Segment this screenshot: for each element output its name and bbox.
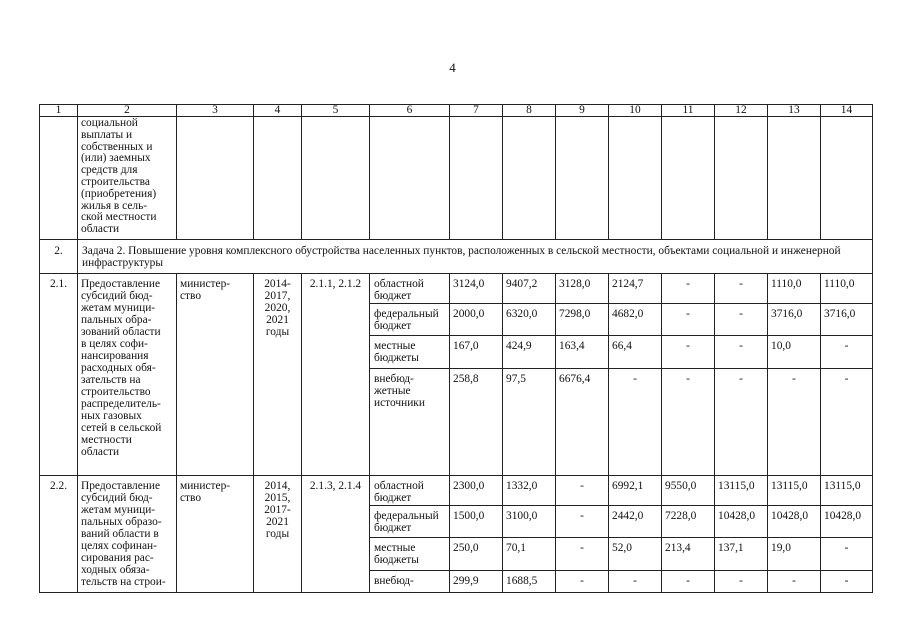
item-description: Предоставление субсидий бюд- жетам муници- пальных обра- зований области в целях софи- нансирования расходных обя- зательств на строительство распределитель- ных газовых сетей в сельской местности области: [78, 274, 177, 476]
value-cell: 250,0: [450, 538, 503, 571]
value-cell: 3100,0: [503, 506, 556, 538]
item-executor: министер- ство: [177, 274, 254, 476]
value-cell: 19,0: [768, 538, 821, 571]
value-cell: 1110,0: [821, 274, 873, 304]
item-2-1-row: [40, 274, 873, 304]
budget-table: [39, 104, 873, 593]
value-cell: 4682,0: [609, 304, 662, 336]
value-cell: -: [556, 571, 609, 593]
task-title: Задача 2. Повышение уровня комплексного обустройства населенных пунктов, расположенных в сельской местности, объектами социальной и инженерной инфраструктуры: [78, 240, 873, 274]
col-header-8: 8: [503, 105, 556, 117]
col-header-10: 10: [609, 105, 662, 117]
column-number-header: [40, 105, 873, 117]
value-cell: 97,5: [503, 369, 556, 476]
value-cell: 1500,0: [450, 506, 503, 538]
value-cell: 1110,0: [768, 274, 821, 304]
value-cell: -: [662, 369, 715, 476]
col-header-3: 3: [177, 105, 254, 117]
col-header-6: 6: [370, 105, 450, 117]
item-indicators: 2.1.3, 2.1.4: [302, 476, 370, 593]
col-header-4: 4: [254, 105, 302, 117]
value-cell: 10428,0: [715, 506, 768, 538]
value-cell: 6676,4: [556, 369, 609, 476]
col-header-12: 12: [715, 105, 768, 117]
value-cell: 3716,0: [768, 304, 821, 336]
value-cell: 137,1: [715, 538, 768, 571]
value-cell: -: [609, 369, 662, 476]
value-cell: 10428,0: [821, 506, 873, 538]
item-2-2-row: [40, 476, 873, 506]
value-cell: -: [662, 274, 715, 304]
col-header-1: 1: [40, 105, 78, 117]
value-cell: 3128,0: [556, 274, 609, 304]
value-cell: 13115,0: [768, 476, 821, 506]
value-cell: -: [821, 369, 873, 476]
item-indicators: 2.1.1, 2.1.2: [302, 274, 370, 476]
col-header-5: 5: [302, 105, 370, 117]
value-cell: 1688,5: [503, 571, 556, 593]
funding-source: местные бюджеты: [370, 336, 450, 369]
value-cell: -: [662, 336, 715, 369]
value-cell: -: [715, 571, 768, 593]
value-cell: 9550,0: [662, 476, 715, 506]
value-cell: 424,9: [503, 336, 556, 369]
col-header-14: 14: [821, 105, 873, 117]
value-cell: -: [556, 476, 609, 506]
value-cell: -: [715, 304, 768, 336]
value-cell: 2442,0: [609, 506, 662, 538]
item-years: 2014, 2015, 2017- 2021 годы: [254, 476, 302, 593]
funding-source: областной бюджет: [370, 476, 450, 506]
funding-source: областной бюджет: [370, 274, 450, 304]
value-cell: -: [715, 369, 768, 476]
funding-source: федеральный бюджет: [370, 506, 450, 538]
funding-source: внебюд- жетные источники: [370, 369, 450, 476]
value-cell: 299,9: [450, 571, 503, 593]
value-cell: 3716,0: [821, 304, 873, 336]
value-cell: 7228,0: [662, 506, 715, 538]
task-row: [40, 240, 873, 274]
value-cell: 6320,0: [503, 304, 556, 336]
value-cell: 167,0: [450, 336, 503, 369]
value-cell: 52,0: [609, 538, 662, 571]
value-cell: 70,1: [503, 538, 556, 571]
value-cell: -: [715, 274, 768, 304]
value-cell: 10,0: [768, 336, 821, 369]
item-number: 2.2.: [40, 476, 78, 593]
funding-source: внебюд-: [370, 571, 450, 593]
value-cell: -: [821, 538, 873, 571]
value-cell: -: [609, 571, 662, 593]
value-cell: -: [768, 369, 821, 476]
item-number: 2.1.: [40, 274, 78, 476]
value-cell: -: [768, 571, 821, 593]
value-cell: 213,4: [662, 538, 715, 571]
value-cell: -: [821, 571, 873, 593]
value-cell: 163,4: [556, 336, 609, 369]
value-cell: 2300,0: [450, 476, 503, 506]
col-header-7: 7: [450, 105, 503, 117]
value-cell: -: [715, 336, 768, 369]
value-cell: 13115,0: [715, 476, 768, 506]
funding-source: местные бюджеты: [370, 538, 450, 571]
col-header-2: 2: [78, 105, 177, 117]
value-cell: 3124,0: [450, 274, 503, 304]
value-cell: -: [556, 538, 609, 571]
value-cell: -: [821, 336, 873, 369]
funding-source: федеральный бюджет: [370, 304, 450, 336]
value-cell: 2000,0: [450, 304, 503, 336]
item-years: 2014- 2017, 2020, 2021 годы: [254, 274, 302, 476]
col-header-13: 13: [768, 105, 821, 117]
value-cell: -: [556, 506, 609, 538]
value-cell: 10428,0: [768, 506, 821, 538]
item-executor: министер- ство: [177, 476, 254, 593]
continuation-row: [40, 117, 873, 240]
value-cell: 66,4: [609, 336, 662, 369]
value-cell: 9407,2: [503, 274, 556, 304]
value-cell: 13115,0: [821, 476, 873, 506]
value-cell: 258,8: [450, 369, 503, 476]
value-cell: 2124,7: [609, 274, 662, 304]
continuation-description: социальной выплаты и собственных и (или) заемных средств для строительства (приобретения) жилья в сель- ской местности области: [78, 117, 177, 240]
col-header-9: 9: [556, 105, 609, 117]
col-header-11: 11: [662, 105, 715, 117]
value-cell: 7298,0: [556, 304, 609, 336]
page-number: 4: [449, 60, 456, 75]
value-cell: 1332,0: [503, 476, 556, 506]
value-cell: 6992,1: [609, 476, 662, 506]
value-cell: -: [662, 304, 715, 336]
value-cell: -: [662, 571, 715, 593]
item-description: Предоставление субсидий бюд- жетам муници- пальных образо- ваний области в целях софинан- сирования рас- ходных обяза- тельств на строи-: [78, 476, 177, 593]
task-number: 2.: [40, 240, 78, 274]
